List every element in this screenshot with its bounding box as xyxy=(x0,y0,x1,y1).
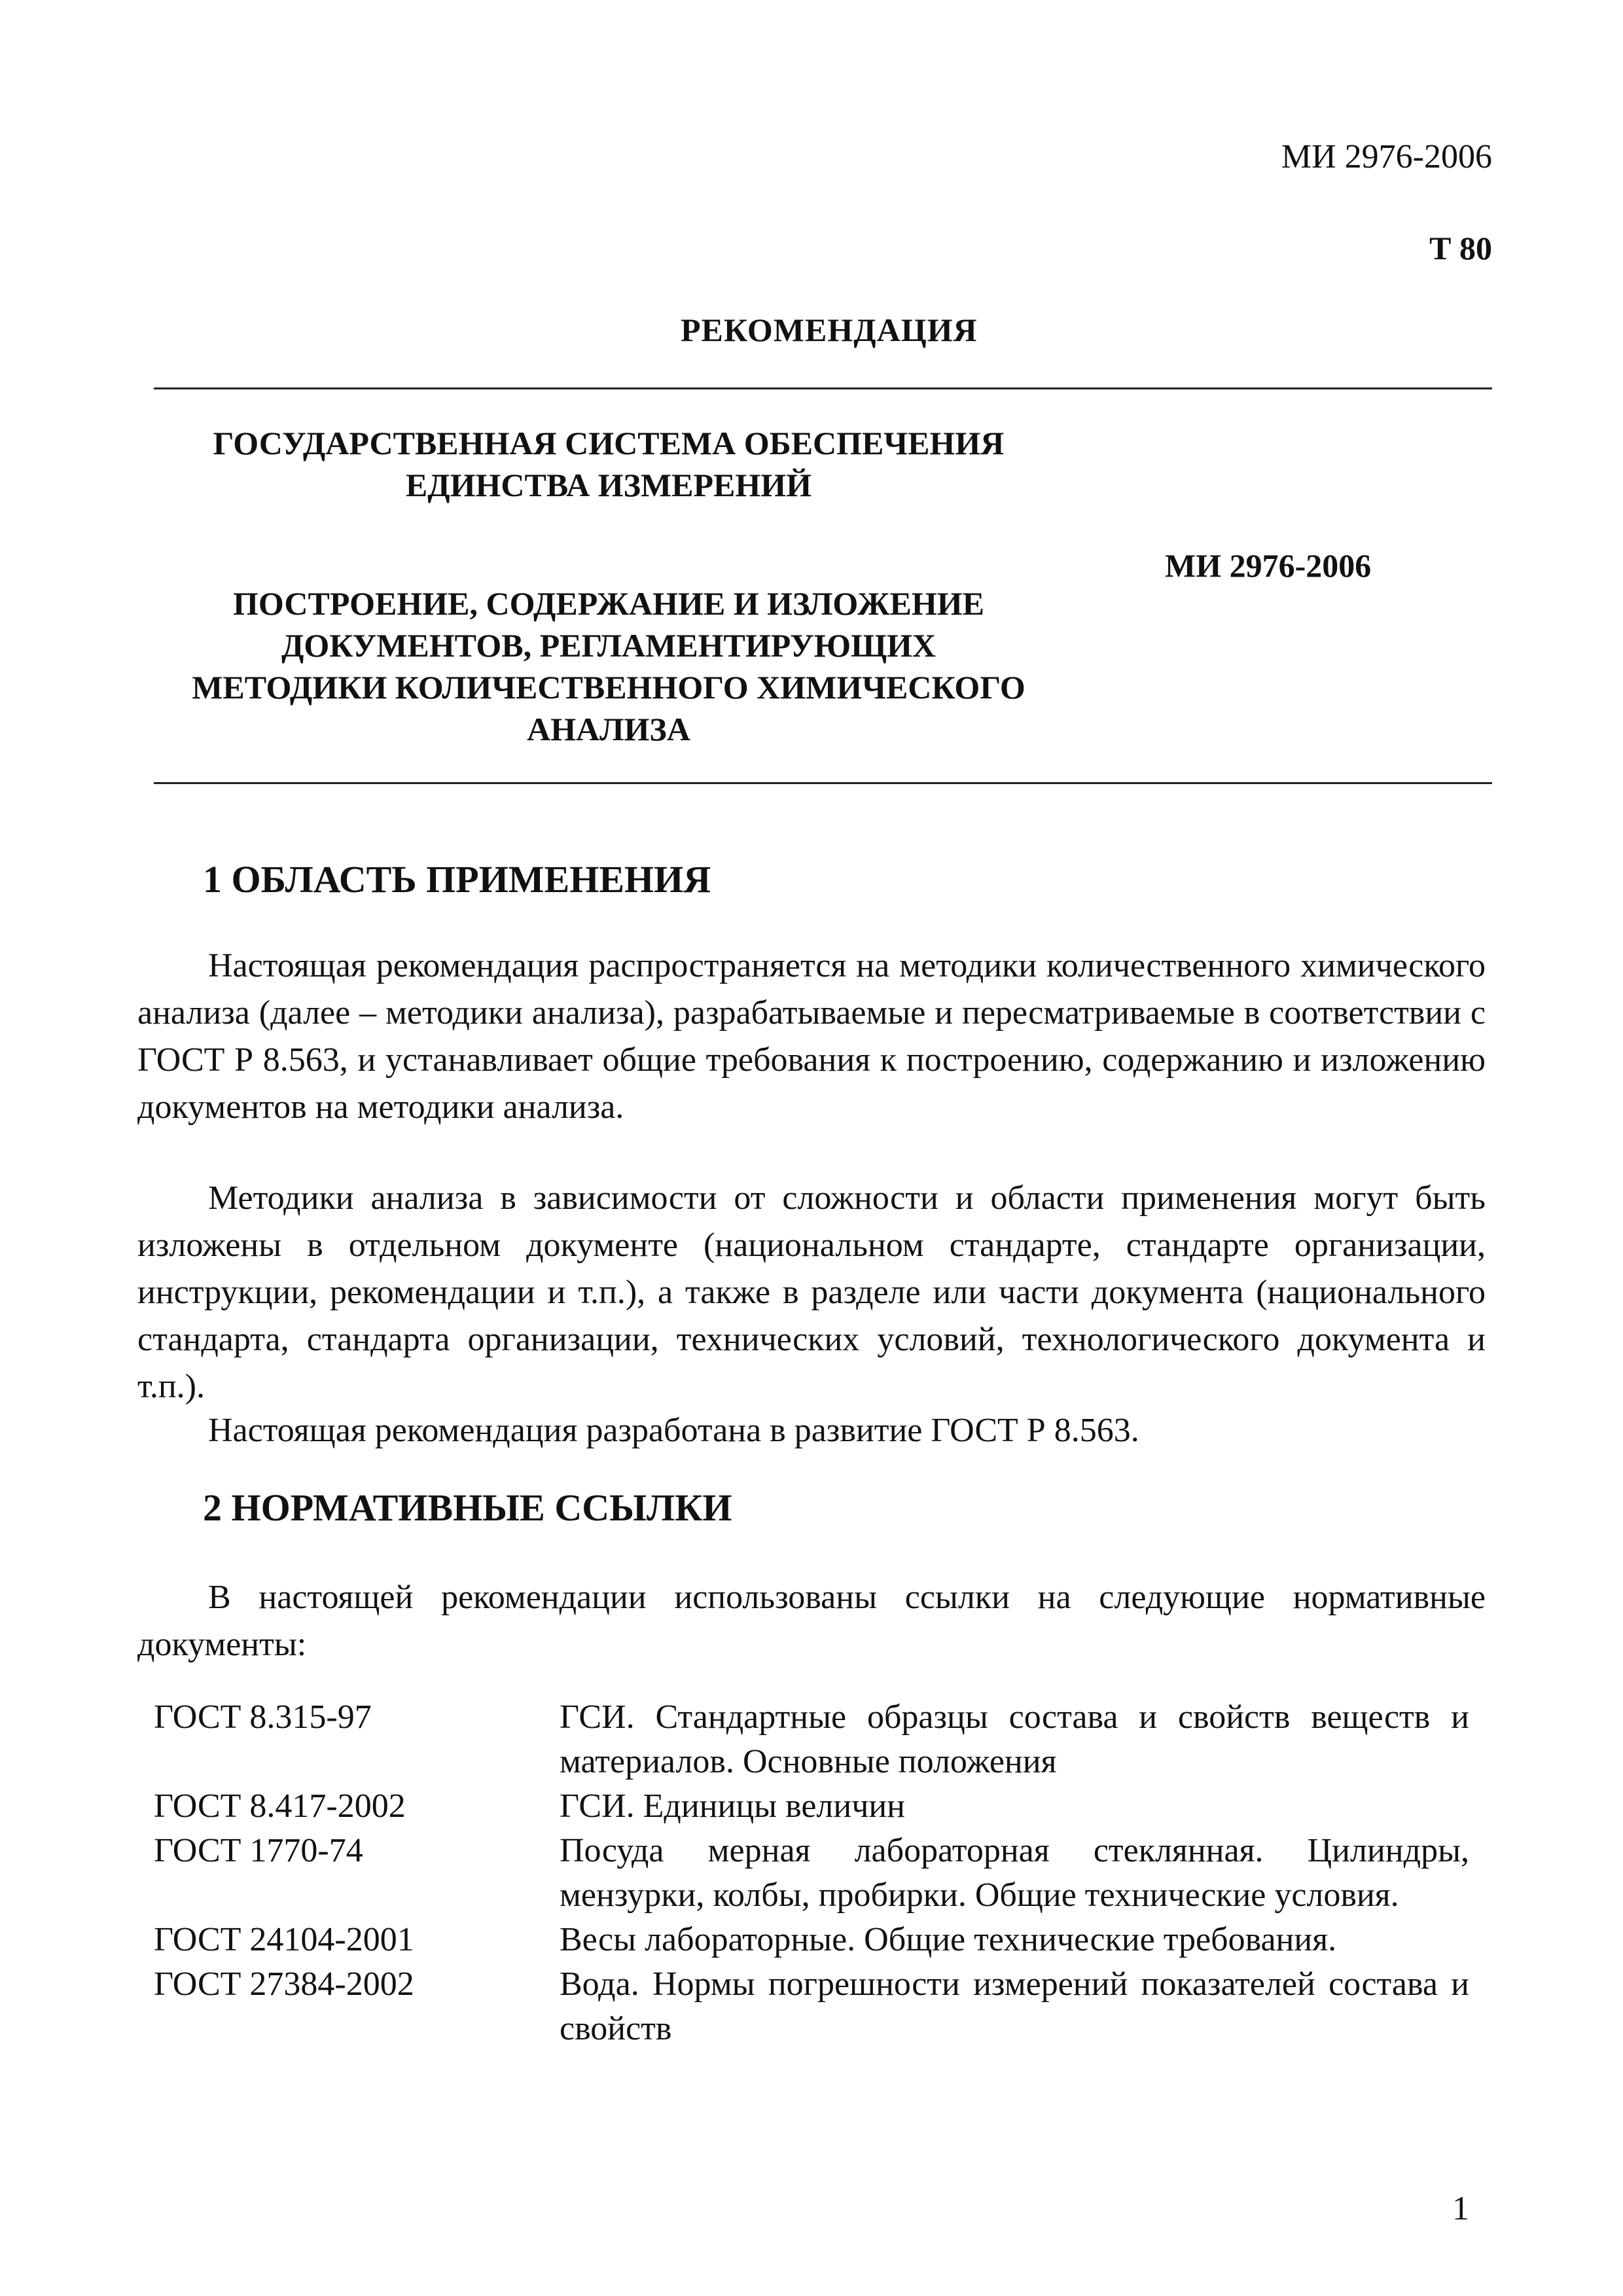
section-1-paragraph-2: Методики анализа в зависимости от сложности и области применения могут быть изложены в отдельном документе (национальном стандарте, стандарте организации, инструкции, рекомендации и т.п.), а также в разделе или части документа (национального стандарта, стандарта организации, технических условий, технологического документа и т.п.). xyxy=(137,1179,1486,1405)
title-rule-top xyxy=(154,387,1492,389)
document-title-line: ПОСТРОЕНИЕ, СОДЕРЖАНИЕ И ИЗЛОЖЕНИЕ xyxy=(233,585,984,622)
reference-code: ГОСТ 8.417-2002 xyxy=(154,1787,406,1825)
section-2-heading: 2 НОРМАТИВНЫЕ ССЫЛКИ xyxy=(203,1486,732,1529)
document-title-line: МЕТОДИКИ КОЛИЧЕСТВЕННОГО ХИМИЧЕСКОГО xyxy=(192,669,1026,706)
reference-title: ГСИ. Стандартные образцы состава и свойств веществ и материалов. Основные положения xyxy=(560,1698,1469,1780)
reference-code: ГОСТ 27384-2002 xyxy=(154,1965,414,2003)
reference-title: Весы лабораторные. Общие технические требования. xyxy=(560,1921,1337,1958)
document-type: РЕКОМЕНДАЦИЯ xyxy=(681,312,978,348)
header-doc-code: МИ 2976-2006 xyxy=(1281,138,1492,175)
document-title-line: ДОКУМЕНТОВ, РЕГЛАМЕНТИРУЮЩИХ xyxy=(281,627,936,664)
header-classifier: Т 80 xyxy=(1429,230,1492,266)
reference-code: ГОСТ 1770-74 xyxy=(154,1832,363,1869)
reference-code: ГОСТ 8.315-97 xyxy=(154,1698,372,1736)
reference-row xyxy=(154,1918,1469,1962)
section-1-paragraph-3: Настоящая рекомендация разработана в развитие ГОСТ Р 8.563. xyxy=(208,1412,1139,1449)
title-block-doc-code: МИ 2976-2006 xyxy=(1165,547,1372,584)
references-list xyxy=(154,1695,1469,2051)
reference-row xyxy=(154,1829,1469,1918)
reference-title: Вода. Нормы погрешности измерений показателей состава и свойств xyxy=(560,1965,1469,2047)
system-title-line: ЕДИНСТВА ИЗМЕРЕНИЙ xyxy=(405,467,812,503)
document-title-line: АНАЛИЗА xyxy=(527,711,690,747)
reference-code: ГОСТ 24104-2001 xyxy=(154,1921,414,1958)
title-rule-bottom xyxy=(154,782,1492,784)
reference-row xyxy=(154,1695,1469,1784)
reference-title: Посуда мерная лабораторная стеклянная. Цилиндры, мензурки, колбы, пробирки. Общие технические условия. xyxy=(560,1832,1469,1914)
reference-row xyxy=(154,1962,1469,2051)
section-1-heading: 1 ОБЛАСТЬ ПРИМЕНЕНИЯ xyxy=(203,858,711,901)
section-2-intro: В настоящей рекомендации использованы ссылки на следующие нормативные документы: xyxy=(137,1579,1486,1663)
reference-row xyxy=(154,1784,1469,1829)
reference-title: ГСИ. Единицы величин xyxy=(560,1787,905,1825)
page-number: 1 xyxy=(1452,2190,1469,2227)
section-1-paragraph-1: Настоящая рекомендация распространяется на методики количественного химического анализа (далее – методики анализа), разрабатываемые и пересматриваемые в соответствии с ГОСТ Р 8.563, и устанавливает общие требования к построению, содержанию и изложению документов на методики анализа. xyxy=(137,947,1486,1126)
document-title xyxy=(151,583,1067,750)
system-title-line: ГОСУДАРСТВЕННАЯ СИСТЕМА ОБЕСПЕЧЕНИЯ xyxy=(213,425,1005,461)
system-title xyxy=(151,422,1067,506)
